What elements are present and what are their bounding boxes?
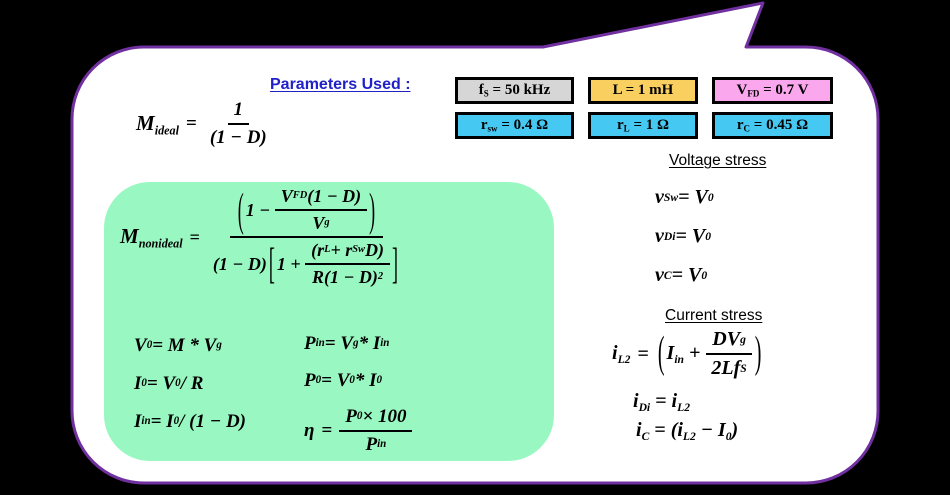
param-box-fs-label: $f_S = 50$ kHz — [478, 82, 551, 99]
output-power-equation: P 0 = V 0 * I 0 — [304, 370, 383, 391]
current-stress-heading: Current stress — [665, 307, 763, 324]
param-box-rsw-label: $r_{sw} = 0.4$ Ω — [480, 117, 549, 134]
forward-drop-numerator: V FD (1 − D) — [275, 186, 367, 211]
param-box-rc-label: $r_C = 0.45$ Ω — [736, 117, 809, 134]
ideal-gain-lhs: $M_{ideal}$ — [136, 111, 180, 138]
numerator-group — [236, 182, 377, 235]
denominator-group — [213, 240, 400, 288]
param-box-rl — [588, 112, 698, 139]
output-current-equation: I 0 = V 0 / R — [134, 373, 204, 394]
ripple-denominator: 2Lf S — [711, 357, 747, 379]
diode-current-equation: $i_{Di} = i_{L2}$ — [633, 390, 690, 415]
param-box-fs — [455, 77, 574, 104]
ripple-numerator: DV g — [706, 328, 752, 355]
efficiency-denominator: P in — [365, 434, 387, 455]
ideal-gain-denominator: (1 − D) — [209, 127, 267, 148]
nonideal-gain-formula — [120, 182, 406, 288]
switch-voltage-equation: v Sw = V 0 — [655, 186, 714, 208]
right-paren: ) — [369, 182, 376, 235]
inductor-current-equation — [612, 328, 763, 380]
denominator-prefix: (1 − D) — [212, 253, 267, 274]
left-paren: ( — [657, 328, 665, 378]
loss-ratio-denominator: R(1 − D) 2 — [312, 267, 384, 287]
inductor-current-prefix: $I_{in}$ + — [666, 342, 701, 367]
green-equations-left-column — [134, 334, 246, 434]
efficiency-numerator: P 0 × 100 — [339, 406, 412, 432]
ideal-gain-numerator: 1 — [228, 99, 250, 125]
voltage-stress-list — [655, 184, 714, 289]
denominator-bracket-prefix: 1 + — [276, 253, 301, 274]
efficiency-equation — [304, 406, 412, 456]
left-paren: ( — [237, 182, 244, 235]
param-box-vfd — [712, 77, 833, 104]
parameter-grid — [455, 77, 833, 139]
green-formula-panel — [104, 182, 554, 461]
equals-sign: = — [637, 342, 649, 365]
diode-voltage-equation: v Di = V 0 — [655, 225, 712, 247]
right-bracket: ] — [392, 238, 399, 287]
forward-drop-denominator: V g — [312, 213, 330, 233]
param-box-rc — [712, 112, 833, 139]
capacitor-current-equation: $i_C = (i_{L2} - I_0)$ — [636, 419, 739, 444]
efficiency-lhs: η — [304, 420, 315, 441]
loss-ratio-fraction — [305, 240, 390, 288]
efficiency-fraction — [339, 406, 412, 456]
nonideal-gain-denominator — [207, 238, 406, 288]
inductor-current-lhs: $i_{L2}$ — [612, 342, 631, 367]
param-box-rsw — [455, 112, 574, 139]
param-box-vfd-label: $V_{FD} = 0.7$ V — [736, 82, 809, 99]
ripple-fraction — [705, 328, 752, 380]
equals-sign: = — [321, 420, 333, 441]
forward-drop-fraction — [275, 186, 367, 234]
right-paren: ) — [754, 328, 762, 378]
ideal-gain-fraction — [204, 99, 273, 149]
param-box-l — [588, 77, 698, 104]
parameters-title: Parameters Used : — [270, 76, 411, 93]
capacitor-voltage-equation: v C = V 0 — [655, 264, 708, 286]
left-bracket: [ — [268, 238, 275, 287]
input-power-equation: P in = V g * I in — [304, 333, 390, 354]
numerator-prefix: 1 − — [245, 199, 271, 220]
equals-sign: = — [189, 226, 200, 247]
ideal-gain-formula — [136, 99, 273, 149]
equals-sign: = — [186, 113, 197, 134]
voltage-stress-heading: Voltage stress — [669, 152, 767, 169]
output-voltage-equation: V 0 = M * V g — [134, 335, 222, 356]
param-box-rl-label: $r_L = 1$ Ω — [617, 117, 669, 134]
loss-ratio-numerator: (r L + r Sw D) — [305, 240, 390, 265]
green-equations-right-column — [304, 332, 412, 456]
nonideal-gain-fraction — [207, 182, 406, 288]
param-box-l-label: L = 1 mH — [612, 82, 674, 98]
nonideal-gain-lhs: $M_{nonideal}$ — [120, 224, 183, 251]
input-current-equation: I in = I 0 / (1 − D) — [134, 411, 247, 432]
nonideal-gain-numerator — [230, 182, 383, 238]
